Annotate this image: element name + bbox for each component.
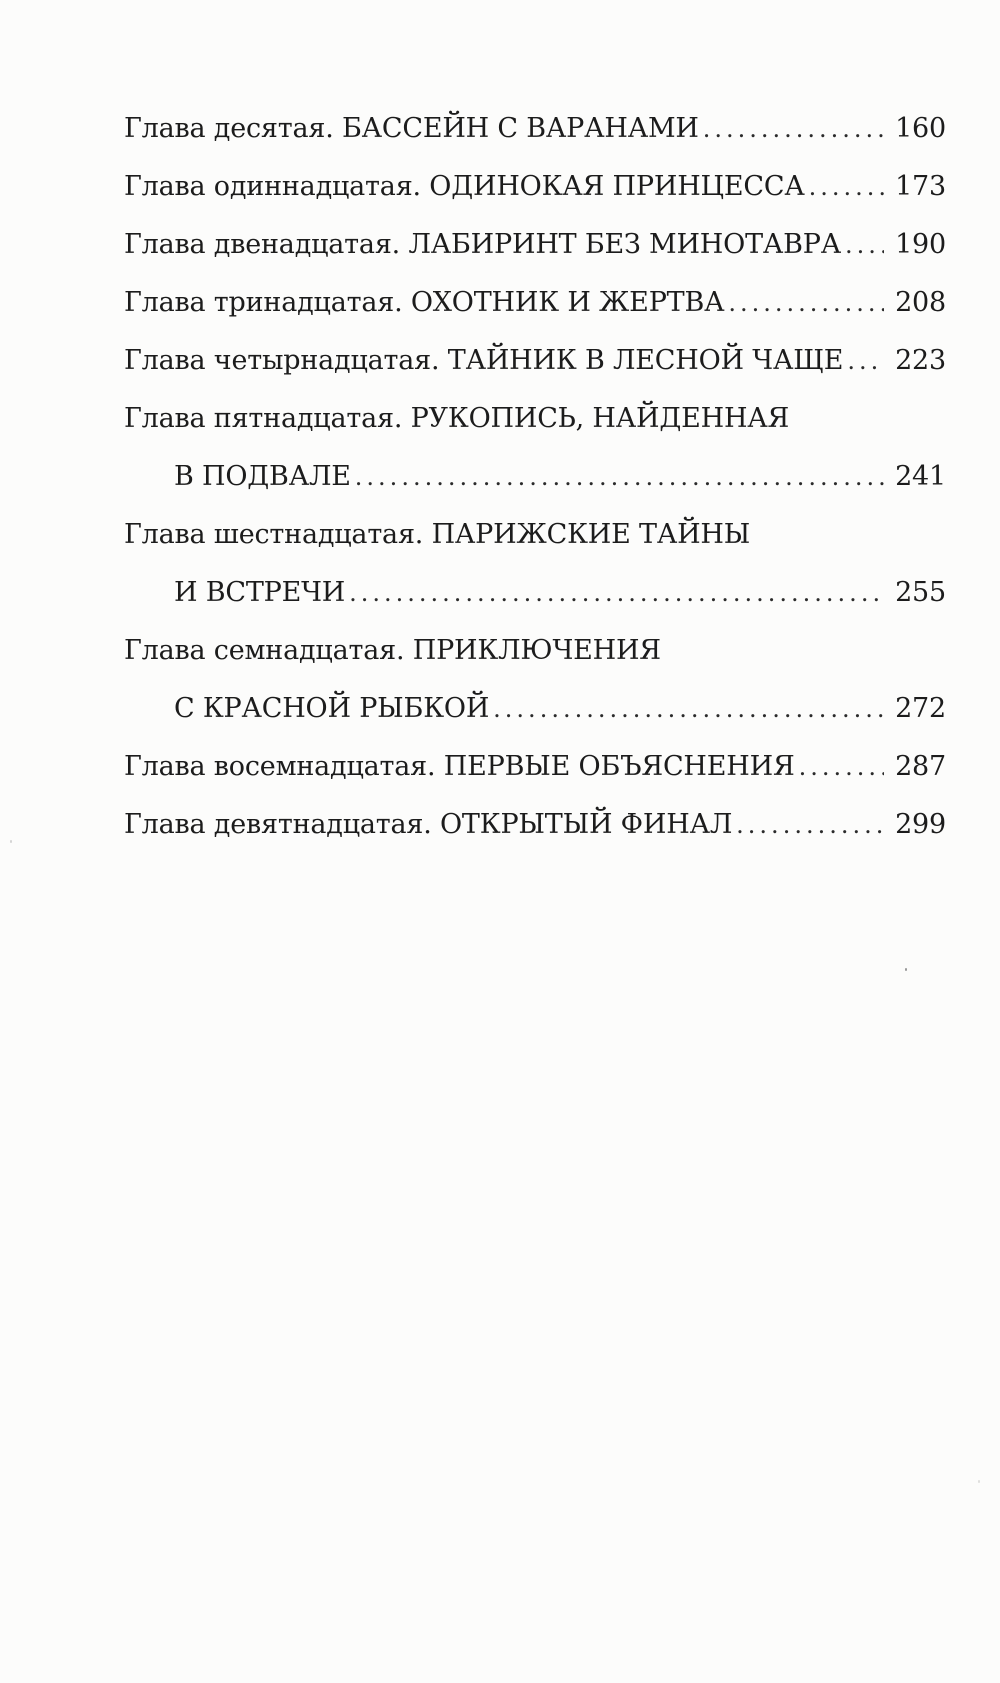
toc-entry[interactable] [124, 506, 946, 564]
dot-leader [845, 216, 884, 274]
chapter-label: Глава двенадцатая. [124, 229, 401, 260]
chapter-label: Глава тринадцатая. [124, 287, 403, 318]
toc-entry[interactable] [124, 332, 946, 390]
page-number: 173 [895, 171, 946, 202]
toc-entry[interactable] [124, 274, 946, 332]
chapter-title: ОХОТНИК И ЖЕРТВА [410, 287, 725, 318]
toc-entry[interactable] [124, 216, 946, 274]
toc-entry-continuation[interactable] [124, 448, 946, 506]
chapter-label: Глава четырнадцатая. [124, 345, 440, 376]
chapter-title: РУКОПИСЬ, НАЙДЕННАЯ [410, 403, 790, 434]
dot-leader [847, 332, 884, 390]
page-number: 190 [895, 229, 946, 260]
page-number: 223 [895, 345, 946, 376]
page-number: 255 [895, 577, 946, 608]
page-number: 272 [895, 693, 946, 724]
chapter-title: БАССЕЙН С ВАРАНАМИ [342, 113, 699, 144]
toc-entry-continuation[interactable] [124, 680, 946, 738]
dot-leader [799, 738, 884, 796]
chapter-title: ОДИНОКАЯ ПРИНЦЕССА [429, 171, 805, 202]
toc-entry[interactable] [124, 796, 946, 854]
dot-leader [809, 158, 884, 216]
page-number: 287 [895, 751, 946, 782]
dot-leader [703, 100, 884, 158]
chapter-title: ЛАБИРИНТ БЕЗ МИНОТАВРА [408, 229, 841, 260]
toc-entry-continuation[interactable] [124, 564, 946, 622]
chapter-title-continuation: И ВСТРЕЧИ [174, 577, 346, 608]
page-number: 160 [895, 113, 946, 144]
scan-speck [978, 1480, 980, 1483]
toc-entry[interactable] [124, 622, 946, 680]
table-of-contents [124, 100, 946, 854]
chapter-title: ОТКРЫТЫЙ ФИНАЛ [440, 809, 733, 840]
toc-entry[interactable] [124, 100, 946, 158]
page-number: 241 [895, 461, 946, 492]
toc-entry[interactable] [124, 738, 946, 796]
toc-entry[interactable] [124, 158, 946, 216]
dot-leader [493, 680, 884, 738]
page-number: 208 [895, 287, 946, 318]
chapter-title: ПРИКЛЮЧЕНИЯ [412, 635, 661, 666]
scan-speck [905, 968, 907, 971]
chapter-label: Глава семнадцатая. [124, 635, 405, 666]
chapter-label: Глава восемнадцатая. [124, 751, 436, 782]
chapter-label: Глава шестнадцатая. [124, 519, 424, 550]
chapter-title: ПЕРВЫЕ ОБЪЯСНЕНИЯ [443, 751, 795, 782]
chapter-label: Глава десятая. [124, 113, 334, 144]
chapter-label: Глава одиннадцатая. [124, 171, 421, 202]
chapter-title: ПАРИЖСКИЕ ТАЙНЫ [431, 519, 751, 550]
toc-entry[interactable] [124, 390, 946, 448]
dot-leader [349, 564, 884, 622]
chapter-title-continuation: В ПОДВАЛЕ [174, 461, 351, 492]
page-number: 299 [895, 809, 946, 840]
scan-speck [10, 840, 12, 843]
chapter-label: Глава пятнадцатая. [124, 403, 403, 434]
dot-leader [355, 448, 884, 506]
chapter-label: Глава девятнадцатая. [124, 809, 432, 840]
chapter-title-continuation: С КРАСНОЙ РЫБКОЙ [174, 693, 490, 724]
dot-leader [728, 274, 884, 332]
chapter-title: ТАЙНИК В ЛЕСНОЙ ЧАЩЕ [447, 345, 844, 376]
dot-leader [736, 796, 884, 854]
